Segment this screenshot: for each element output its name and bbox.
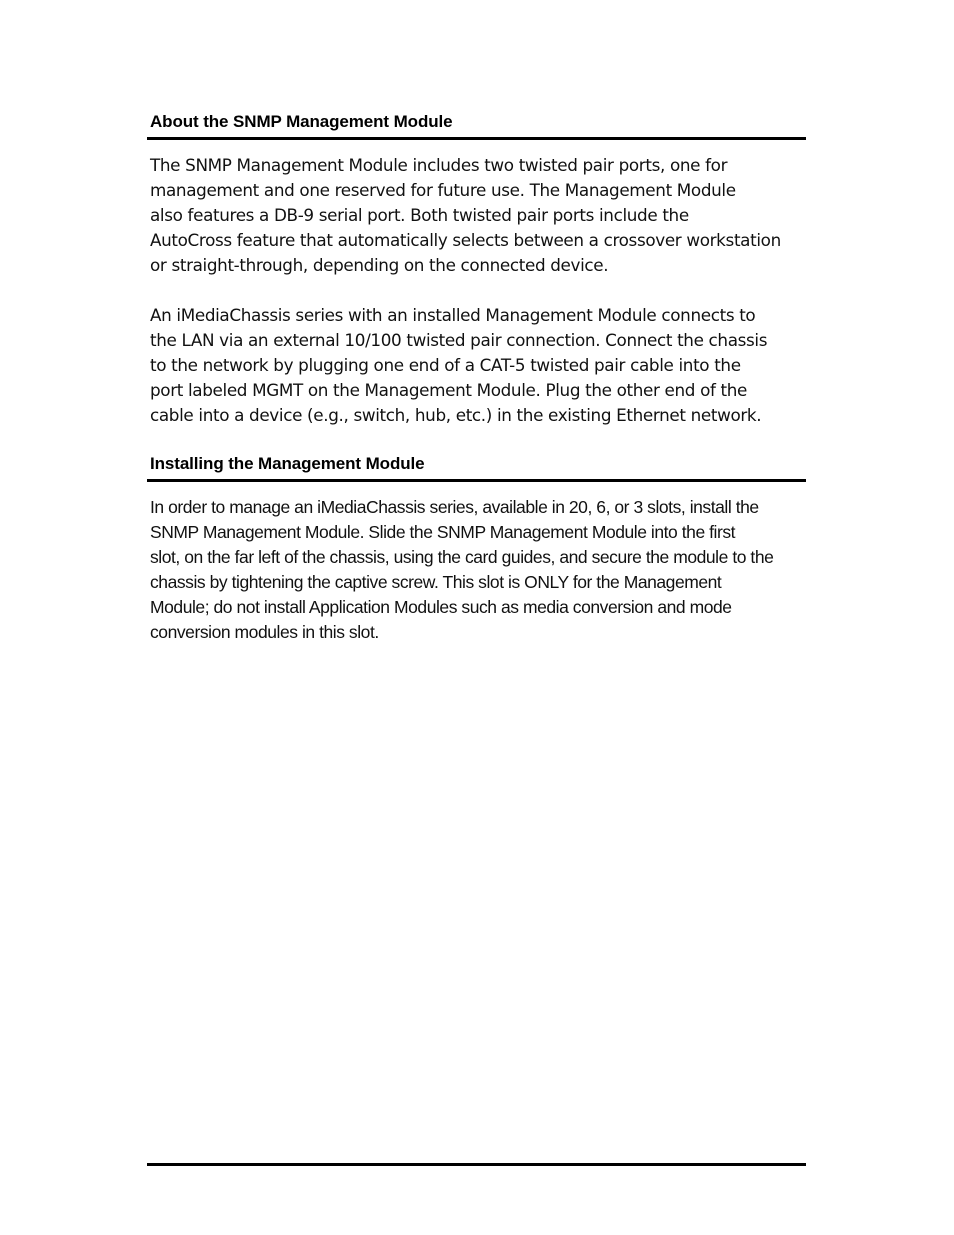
text-line: The SNMP Management Module includes two twisted pair ports, one for — [150, 155, 728, 175]
text-line: Module; do not install Application Modules such as media conversion and mode — [150, 597, 732, 617]
text-line: to the network by plugging one end of a CAT-5 twisted pair cable into the — [150, 355, 741, 375]
section-divider — [147, 137, 806, 140]
text-line: also features a DB-9 serial port. Both twisted pair ports include the — [150, 205, 689, 225]
text-line: An iMediaChassis series with an installed Management Module connects to — [150, 305, 756, 325]
text-line: chassis by tightening the captive screw. This slot is ONLY for the Management — [150, 572, 722, 592]
text-line: In order to manage an iMediaChassis series, available in 20, 6, or 3 slots, install the — [150, 497, 759, 517]
text-line: SNMP Management Module. Slide the SNMP Management Module into the first — [150, 522, 736, 542]
about-paragraph-2 — [150, 303, 820, 428]
text-line: management and one reserved for future use. The Management Module — [150, 180, 736, 200]
section-divider — [147, 479, 806, 482]
text-line: the LAN via an external 10/100 twisted pair connection. Connect the chassis — [150, 330, 768, 350]
footer-divider — [147, 1163, 806, 1166]
text-line: port labeled MGMT on the Management Module. Plug the other end of the — [150, 380, 748, 400]
installing-paragraph — [150, 495, 820, 645]
text-line: AutoCross feature that automatically selects between a crossover workstation — [150, 230, 781, 250]
text-line: or straight-through, depending on the connected device. — [150, 255, 609, 275]
text-line: conversion modules in this slot. — [150, 622, 379, 642]
about-paragraph-1 — [150, 153, 820, 278]
section-heading-installing-module: Installing the Management Module — [150, 454, 425, 473]
text-line: cable into a device (e.g., switch, hub, etc.) in the existing Ethernet network. — [150, 405, 762, 425]
text-line: slot, on the far left of the chassis, using the card guides, and secure the module to the — [150, 547, 774, 567]
section-heading-about-snmp: About the SNMP Management Module — [150, 112, 453, 131]
